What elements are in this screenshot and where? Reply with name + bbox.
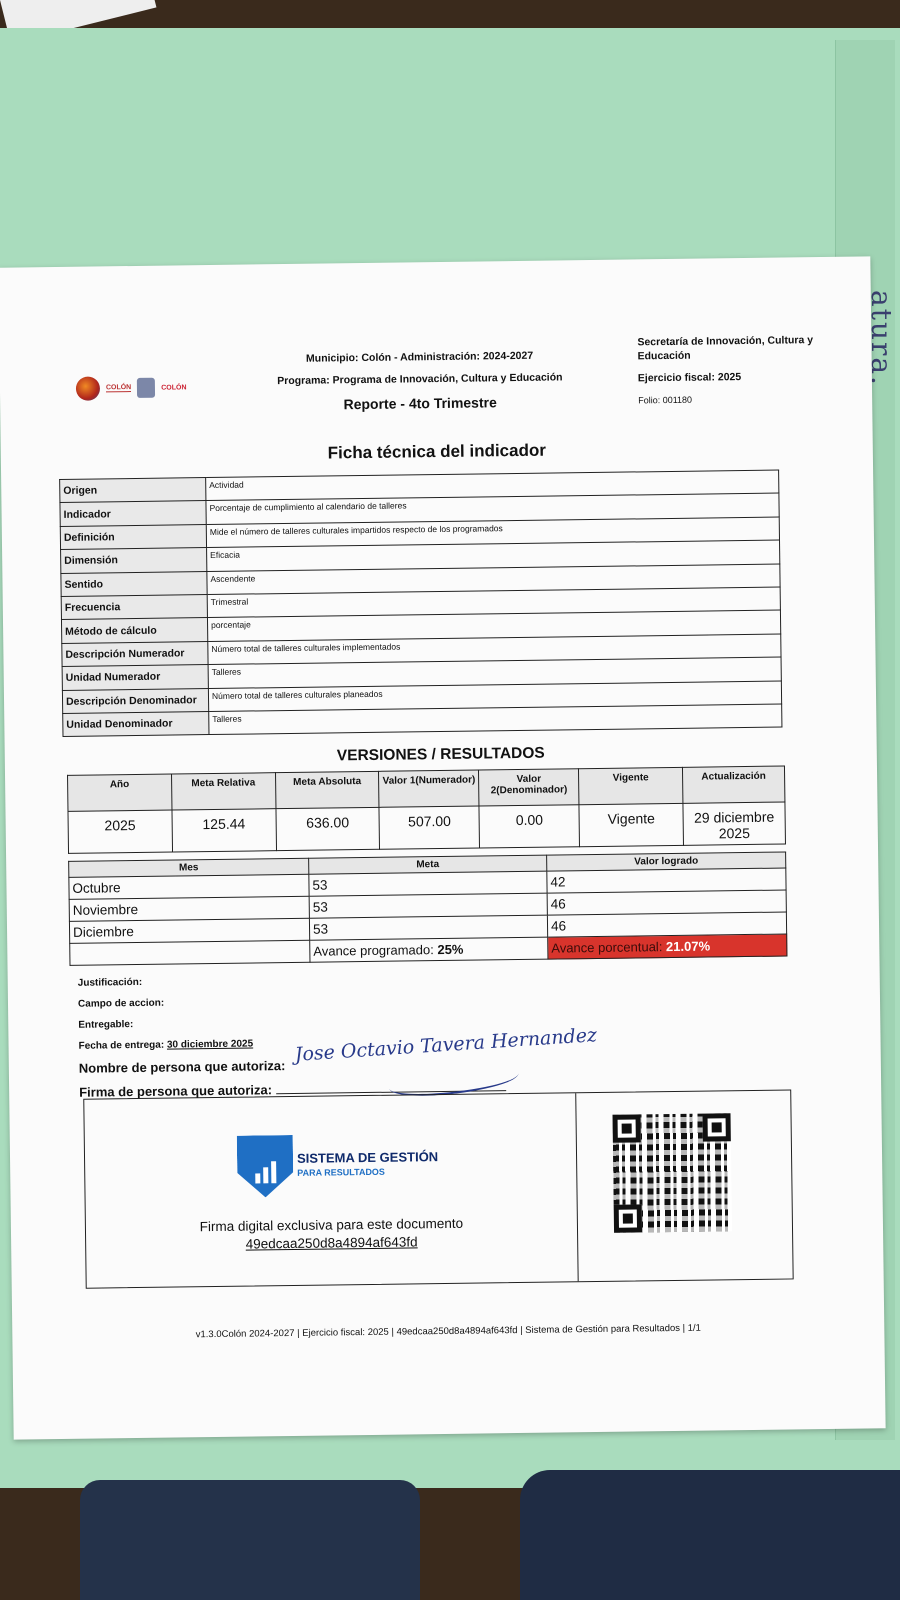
ficha-label: Indicador <box>60 501 206 526</box>
handwritten-name: Jose Octavio Tavera Hernandez <box>294 1024 598 1066</box>
mes-cell: Diciembre <box>69 918 309 943</box>
shield-chart-icon <box>237 1135 294 1198</box>
col-meta-absoluta: Meta Absoluta <box>275 771 379 808</box>
nombre-label: Nombre de persona que autoriza: <box>78 1058 286 1076</box>
sgr-subtitle: PARA RESULTADOS <box>297 1166 385 1178</box>
avance-porcentual <box>548 934 787 959</box>
meses-table <box>68 851 787 965</box>
ficha-table <box>59 470 782 738</box>
ficha-value: Actividad <box>206 470 779 501</box>
page-header <box>0 326 872 427</box>
logo-word-right: COLÓN <box>161 383 187 392</box>
ficha-value: Número total de talleres culturales implementados <box>208 634 781 665</box>
campo-label: Campo de accion: <box>77 997 165 1010</box>
folio-text: Folio: 001180 <box>638 394 693 406</box>
ficha-label: Origen <box>60 478 206 503</box>
empty-cell <box>70 940 310 965</box>
mes-cell: Octubre <box>69 874 309 899</box>
firma-digital-text: Firma digital exclusiva para este documento <box>199 1215 464 1235</box>
justificacion-label: Justificación: <box>77 976 143 989</box>
col-meta: Meta <box>309 855 547 874</box>
col-actualizacion: Actualización <box>683 766 785 803</box>
avance-programado <box>310 937 548 962</box>
colon-logo-icon <box>76 376 100 400</box>
seal-icon <box>137 378 155 398</box>
shield-bars <box>255 1161 276 1183</box>
ficha-value: Mide el número de talleres culturales impartidos respecto de los programados <box>206 517 779 548</box>
ficha-label: Frecuencia <box>61 595 207 620</box>
report-page <box>0 256 886 1439</box>
firma-hash[interactable]: 49edcaa250d8a4894af643fd <box>245 1234 418 1252</box>
ficha-label: Método de cálculo <box>61 618 207 643</box>
meta-cell: 53 <box>309 893 547 918</box>
ficha-label: Descripción Denominador <box>62 688 208 713</box>
qr-finder <box>614 1204 642 1232</box>
col-valor-2: Valor 2(Denominador) <box>479 769 579 806</box>
logrado-cell: 46 <box>547 912 786 937</box>
report-title: Reporte - 4to Trimestre <box>343 394 497 413</box>
cell-meta-relativa: 125.44 <box>172 809 276 852</box>
qr-code-icon[interactable] <box>613 1113 733 1233</box>
ficha-value: Talleres <box>209 704 782 735</box>
signature-right-panel <box>576 1090 792 1281</box>
ficha-label: Sentido <box>61 571 207 596</box>
col-valor-logrado: Valor logrado <box>547 852 786 871</box>
entregable-label: Entregable: <box>78 1019 134 1031</box>
col-meta-relativa: Meta Relativa <box>171 773 275 810</box>
ficha-value: Ascendente <box>207 564 780 595</box>
municipio-text: Municipio: Colón - Administración: 2024-2027 <box>305 349 534 365</box>
versiones-title: VERSIONES / RESULTADOS <box>336 744 545 765</box>
sgr-wordmark <box>297 1150 438 1180</box>
table-row <box>68 802 785 853</box>
ficha-label: Unidad Denominador <box>63 711 209 736</box>
header-right <box>637 333 838 408</box>
col-vigente: Vigente <box>579 767 683 804</box>
mes-cell: Noviembre <box>69 896 309 921</box>
ficha-label: Definición <box>60 524 206 549</box>
fabric-right <box>520 1470 900 1600</box>
ficha-label: Dimensión <box>61 548 207 573</box>
qr-finder <box>613 1114 641 1142</box>
ficha-value: Número total de talleres culturales planeados <box>208 681 781 712</box>
cell-actualizacion: 29 diciembre 2025 <box>683 802 785 845</box>
versiones-table <box>67 766 786 854</box>
avance-programado-label: Avance programado: <box>313 942 434 959</box>
cell-valor-1: 507.00 <box>379 806 479 849</box>
logo-word-left: COLÓN <box>105 384 132 392</box>
sgr-title: SISTEMA DE GESTIÓN <box>296 1149 439 1166</box>
col-mes: Mes <box>69 858 309 877</box>
municipal-logos <box>76 375 187 400</box>
cell-meta-absoluta: 636.00 <box>276 807 380 850</box>
ficha-label: Descripción Numerador <box>62 641 208 666</box>
ficha-value: Eficacia <box>207 540 780 571</box>
page-footer: v1.3.0Colón 2024-2027 | Ejercicio fiscal: 2025 | 49edcaa250d8a4894af643fd | Sistema de Gestión para Resultados | 1/1 <box>195 1322 702 1341</box>
cell-anio: 2025 <box>68 810 172 853</box>
firma-digital <box>86 1213 577 1255</box>
ficha-title: Ficha técnica del indicador <box>327 440 547 463</box>
secretaria-text: Secretaría de Innovación, Cultura y Educación <box>637 334 814 363</box>
col-valor-1: Valor 1(Numerador) <box>379 770 479 807</box>
ficha-value: Talleres <box>208 657 781 688</box>
avance-programado-value: 25% <box>437 941 464 958</box>
fabric-left <box>80 1480 420 1600</box>
cell-valor-2: 0.00 <box>479 805 579 848</box>
signature-left-panel <box>84 1093 578 1287</box>
cell-vigente: Vigente <box>579 803 683 846</box>
side-handwriting: atura. <box>865 290 898 387</box>
logrado-cell: 46 <box>547 890 786 915</box>
meta-cell: 53 <box>309 871 547 896</box>
avance-porcentual-label: Avance porcentual: <box>551 939 663 956</box>
programa-text: Programa: Programa de Innovación, Cultura y Educación <box>277 371 563 388</box>
ficha-value: Porcentaje de cumplimiento al calendario de talleres <box>206 493 779 524</box>
fecha-value: 30 diciembre 2025 <box>166 1038 254 1051</box>
ficha-label: Unidad Numerador <box>62 665 208 690</box>
sgr-logo <box>237 1133 439 1198</box>
avance-porcentual-value: 21.07% <box>665 938 711 955</box>
meta-cell: 53 <box>309 915 547 940</box>
ejercicio-text: Ejercicio fiscal: 2025 <box>637 371 742 385</box>
col-anio: Año <box>68 774 172 811</box>
header-center <box>269 344 570 416</box>
qr-finder <box>702 1113 730 1141</box>
firma-label: Firma de persona que autoriza: <box>79 1082 273 1100</box>
fecha-label: Fecha de entrega: <box>78 1039 165 1052</box>
digital-signature-box <box>83 1089 793 1288</box>
logrado-cell: 42 <box>547 868 786 893</box>
ficha-value: porcentaje <box>207 610 780 641</box>
ficha-value: Trimestral <box>207 587 780 618</box>
